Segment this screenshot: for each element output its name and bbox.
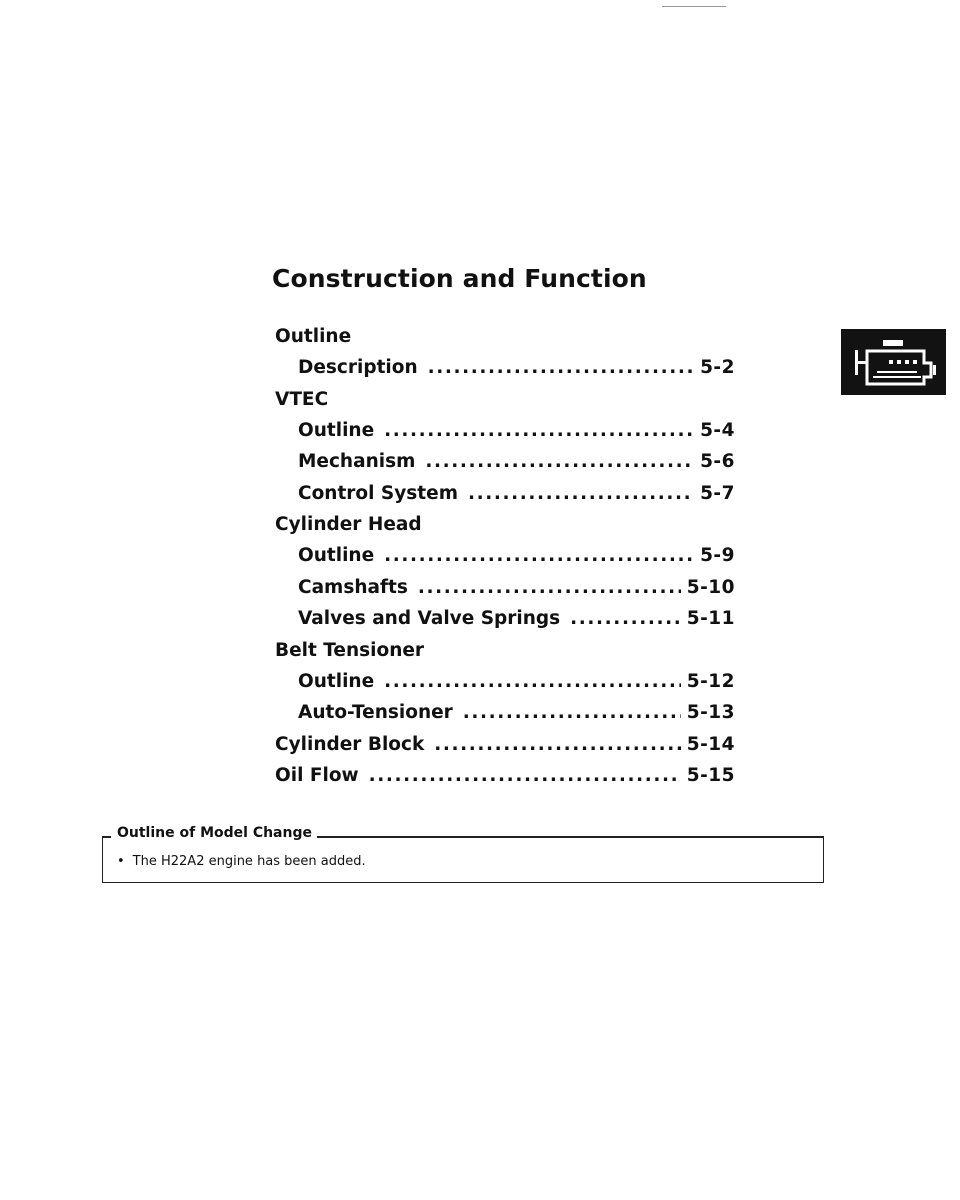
toc-entry-label: Auto-Tensioner	[298, 702, 453, 723]
toc-leader-dots	[468, 483, 694, 504]
page-title: Construction and Function	[272, 264, 647, 293]
toc-page-number: 5-14	[686, 733, 735, 755]
toc-entry-description[interactable]	[275, 357, 735, 389]
toc-entry-cylinder-block[interactable]	[275, 734, 735, 766]
toc-leader-dots	[418, 577, 681, 598]
toc-entry-label: Cylinder Block	[275, 733, 425, 755]
toc-entry-control-system[interactable]	[275, 483, 735, 515]
toc-leader-dots	[384, 545, 694, 566]
model-change-title: Outline of Model Change	[117, 825, 312, 841]
toc-page-number: 5-10	[686, 576, 735, 598]
toc-entry-vtec-outline[interactable]	[275, 420, 735, 452]
toc-heading-belt-tensioner: Belt Tensioner	[275, 639, 425, 661]
toc-page-number: 5-15	[686, 765, 735, 786]
toc-leader-dots	[463, 702, 681, 723]
toc-heading-vtec: VTEC	[275, 388, 329, 410]
toc-page-number: 5-2	[700, 357, 735, 378]
toc-entry-oil-flow[interactable]	[275, 765, 735, 797]
engine-icon	[841, 329, 946, 395]
toc-entry-label: Valves and Valve Springs	[298, 608, 561, 629]
toc-entry-label: Oil Flow	[275, 765, 359, 786]
table-of-contents	[275, 326, 735, 797]
toc-entry-label: Outline	[298, 419, 375, 441]
toc-entry-auto-tensioner[interactable]	[275, 702, 735, 734]
toc-leader-dots	[434, 734, 680, 755]
box-border-top-left	[103, 836, 111, 838]
toc-entry-label: Camshafts	[298, 576, 408, 598]
toc-page-number: 5-6	[700, 451, 735, 472]
toc-page-number: 5-7	[700, 482, 735, 504]
model-change-note	[117, 854, 366, 869]
toc-entry-label: Outline	[298, 670, 375, 692]
toc-leader-dots	[570, 608, 681, 629]
toc-entry-camshafts[interactable]	[275, 577, 735, 609]
toc-heading-cylinder-head: Cylinder Head	[275, 514, 422, 535]
toc-leader-dots	[425, 451, 694, 472]
toc-entry-mechanism[interactable]	[275, 451, 735, 483]
bullet: •	[117, 854, 125, 869]
toc-page-number: 5-13	[686, 702, 735, 723]
toc-entry-label: Description	[298, 357, 418, 378]
toc-page-number: 5-12	[686, 670, 735, 692]
toc-page-number: 5-4	[700, 419, 735, 441]
toc-entry-label: Mechanism	[298, 451, 416, 472]
toc-leader-dots	[384, 671, 681, 692]
toc-page-number: 5-9	[700, 545, 735, 566]
section-tab[interactable]	[841, 329, 946, 395]
toc-page-number: 5-11	[686, 608, 735, 629]
top-rule	[662, 6, 726, 7]
toc-leader-dots	[369, 765, 681, 786]
toc-entry-cylinder-head-outline[interactable]	[275, 545, 735, 577]
toc-entry-label: Control System	[298, 482, 458, 504]
toc-leader-dots	[428, 357, 694, 378]
toc-entry-valves[interactable]	[275, 608, 735, 640]
model-change-box	[102, 825, 824, 883]
model-change-text: The H22A2 engine has been added.	[132, 854, 366, 869]
box-border-top-right	[317, 836, 823, 838]
toc-heading-outline: Outline	[275, 326, 352, 347]
toc-entry-label: Outline	[298, 545, 375, 566]
toc-leader-dots	[384, 420, 694, 441]
toc-entry-belt-tensioner-outline[interactable]	[275, 671, 735, 703]
